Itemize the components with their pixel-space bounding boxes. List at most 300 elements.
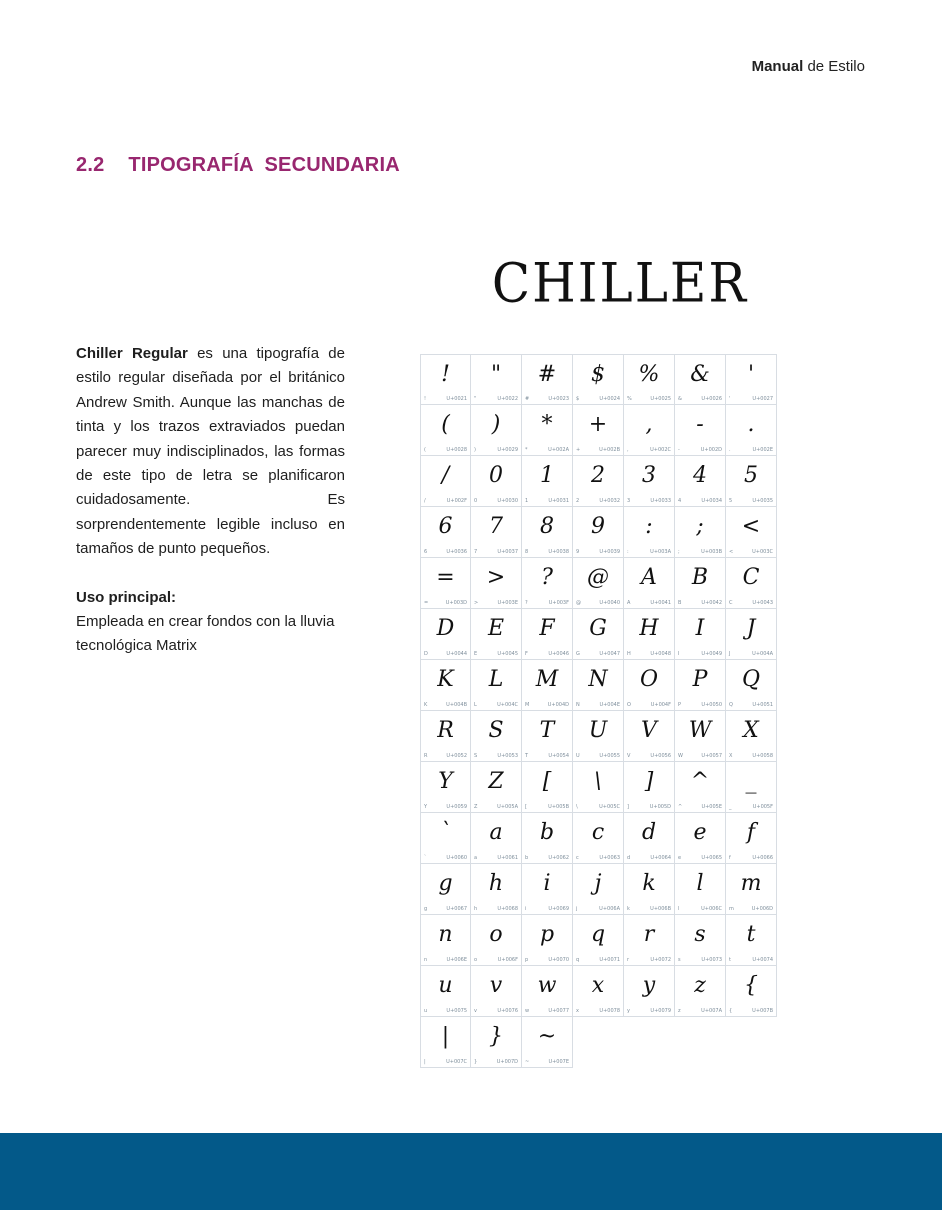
glyph-sample: >: [486, 565, 506, 590]
glyph-cell: [573, 864, 624, 915]
glyph-code-label: U+003B: [701, 549, 722, 555]
glyph-sample: /: [441, 463, 450, 488]
glyph-char-label: ,: [627, 447, 629, 453]
glyph-sample: ;: [696, 514, 704, 539]
glyph-cell: [573, 966, 624, 1017]
glyph-code-label: U+0063: [599, 855, 620, 861]
glyph-code-label: U+0058: [752, 753, 773, 759]
glyph-sample: c: [591, 820, 605, 845]
glyph-sample: *: [541, 412, 553, 437]
glyph-sample: g: [438, 871, 453, 896]
glyph-cell: [624, 762, 675, 813]
glyph-sample: D: [436, 616, 455, 641]
glyph-cell: [522, 456, 573, 507]
section-number: 2.2: [76, 154, 105, 176]
glyph-sample: S: [488, 718, 504, 743]
glyph-cell: [624, 966, 675, 1017]
glyph-char-label: m: [729, 906, 734, 912]
glyph-cell: [726, 660, 777, 711]
glyph-cell: [675, 456, 726, 507]
glyph-code-label: U+007E: [548, 1059, 569, 1065]
glyph-sample: U: [588, 718, 608, 743]
glyph-char-label: v: [474, 1008, 477, 1014]
glyph-code-label: U+002E: [752, 447, 773, 453]
glyph-sample: v: [489, 973, 503, 998]
glyph-sample: l: [696, 871, 704, 896]
glyph-code-label: U+0057: [701, 753, 722, 759]
glyph-code-label: U+0047: [599, 651, 620, 657]
glyph-char-label: z: [678, 1008, 681, 1014]
glyph-char-label: /: [424, 498, 426, 504]
glyph-cell: [573, 456, 624, 507]
glyph-cell: [624, 456, 675, 507]
glyph-char-label: f: [729, 855, 731, 861]
glyph-code-label: U+007C: [446, 1059, 467, 1065]
glyph-code-label: U+0065: [701, 855, 722, 861]
glyph-code-label: U+0039: [599, 549, 620, 555]
glyph-cell: [471, 1017, 522, 1068]
glyph-cell: [573, 558, 624, 609]
glyph-code-label: U+0072: [650, 957, 671, 963]
glyph-char-label: d: [627, 855, 631, 861]
glyph-char-label: @: [576, 600, 581, 606]
glyph-cell: [420, 1017, 471, 1068]
glyph-code-label: U+002A: [548, 447, 569, 453]
glyph-cell: [726, 456, 777, 507]
glyph-char-label: ~: [525, 1059, 530, 1065]
glyph-code-label: U+0062: [548, 855, 569, 861]
glyph-sample: G: [589, 616, 607, 641]
glyph-cell: [675, 609, 726, 660]
glyph-cell: [471, 558, 522, 609]
glyph-sample: y: [642, 973, 656, 998]
glyph-code-label: U+0037: [497, 549, 518, 555]
glyph-code-label: U+003F: [548, 600, 569, 606]
glyph-char-label: ): [474, 447, 476, 453]
glyph-sample: 0: [489, 463, 503, 488]
glyph-sample: A: [641, 565, 657, 590]
glyph-cell: [675, 507, 726, 558]
glyph-cell: [471, 609, 522, 660]
glyph-cell: [573, 762, 624, 813]
glyph-cell: [675, 813, 726, 864]
glyph-code-label: U+0035: [752, 498, 773, 504]
glyph-sample: ": [490, 362, 502, 387]
glyph-code-label: U+0052: [446, 753, 467, 759]
glyph-cell: [471, 456, 522, 507]
footer-band: [0, 1133, 942, 1210]
glyph-char-label: [: [525, 804, 527, 810]
glyph-char-label: 1: [525, 498, 529, 504]
glyph-char-label: M: [525, 702, 530, 708]
glyph-code-label: U+003A: [650, 549, 671, 555]
glyph-code-label: U+0069: [548, 906, 569, 912]
glyph-char-label: ?: [525, 600, 528, 606]
glyph-code-label: U+006C: [701, 906, 722, 912]
glyph-char-label: `: [424, 855, 427, 861]
glyph-code-label: U+007D: [496, 1059, 518, 1065]
glyph-sample: K: [437, 667, 454, 692]
glyph-cell: [420, 966, 471, 1017]
glyph-code-label: U+005C: [599, 804, 620, 810]
glyph-char-label: 0: [474, 498, 478, 504]
glyph-code-label: U+0045: [497, 651, 518, 657]
glyph-char-label: i: [525, 906, 527, 912]
glyph-sample: :: [645, 514, 653, 539]
glyph-char-label: 8: [525, 549, 529, 555]
glyph-cell: [573, 405, 624, 456]
glyph-char-label: s: [678, 957, 681, 963]
glyph-code-label: U+0034: [701, 498, 722, 504]
glyph-sample: =: [436, 565, 455, 590]
glyph-char-label: N: [576, 702, 580, 708]
glyph-char-label: Y: [424, 804, 428, 810]
glyph-sample: 1: [540, 463, 554, 488]
glyph-sample: \: [594, 769, 602, 794]
glyph-cell: [471, 354, 522, 405]
glyph-char-label: }: [474, 1059, 478, 1065]
glyph-char-label: a: [474, 855, 478, 861]
glyph-char-label: l: [678, 906, 680, 912]
glyph-code-label: U+004A: [752, 651, 773, 657]
glyph-sample: !: [441, 362, 450, 387]
glyph-sample: e: [693, 820, 707, 845]
glyph-cell: [471, 864, 522, 915]
glyph-sample: #: [537, 362, 557, 387]
glyph-sample: L: [488, 667, 504, 692]
glyph-code-label: U+004F: [650, 702, 671, 708]
glyph-char-label: $: [576, 396, 580, 402]
glyph-char-label: K: [424, 702, 428, 708]
glyph-sample: r: [643, 922, 655, 947]
glyph-sample: -: [696, 412, 704, 437]
glyph-char-label: H: [627, 651, 631, 657]
glyph-code-label: U+0043: [752, 600, 773, 606]
glyph-char-label: u: [424, 1008, 428, 1014]
glyph-cell: [726, 711, 777, 762]
glyph-sample: (: [441, 412, 450, 437]
glyph-cell: [675, 660, 726, 711]
glyph-cell: [624, 507, 675, 558]
glyph-code-label: U+0064: [650, 855, 671, 861]
glyph-sample: ': [747, 362, 755, 387]
glyph-sample: {: [744, 973, 758, 998]
glyph-sample: C: [742, 565, 760, 590]
glyph-code-label: U+0070: [548, 957, 569, 963]
glyph-char-label: _: [729, 804, 732, 810]
glyph-cell: [726, 966, 777, 1017]
glyph-sample: 8: [540, 514, 554, 539]
glyph-cell: [675, 405, 726, 456]
glyph-cell: [522, 354, 573, 405]
glyph-cell: [726, 558, 777, 609]
glyph-cell: [420, 660, 471, 711]
glyph-sample: j: [594, 871, 602, 896]
glyph-cell: [471, 711, 522, 762]
glyph-sample: F: [539, 616, 555, 641]
glyph-cell: [471, 915, 522, 966]
glyph-sample: ^: [690, 769, 710, 794]
glyph-sample: M: [535, 667, 559, 692]
glyph-char-label: 2: [576, 498, 580, 504]
glyph-sample: 5: [744, 463, 758, 488]
font-name: Chiller Regular: [76, 345, 188, 362]
glyph-char-label: g: [424, 906, 428, 912]
glyph-code-label: U+0059: [446, 804, 467, 810]
glyph-char-label: =: [424, 600, 429, 606]
glyph-code-label: U+0023: [548, 396, 569, 402]
glyph-sample: B: [691, 565, 709, 590]
glyph-sample: z: [694, 973, 706, 998]
glyph-char-label: 3: [627, 498, 631, 504]
glyph-sample: 4: [693, 463, 707, 488]
glyph-sample: Y: [438, 769, 453, 794]
glyph-code-label: U+0038: [548, 549, 569, 555]
glyph-char-label: :: [627, 549, 629, 555]
glyph-sample: 6: [438, 514, 453, 539]
glyph-char-label: L: [474, 702, 477, 708]
glyph-cell: [675, 966, 726, 1017]
glyph-cell: [624, 711, 675, 762]
glyph-code-label: U+007B: [752, 1008, 773, 1014]
glyph-code-label: U+0044: [446, 651, 467, 657]
glyph-char-label: ": [474, 396, 477, 402]
glyph-code-label: U+0051: [752, 702, 773, 708]
glyph-code-label: U+0073: [701, 957, 722, 963]
glyph-cell: [420, 915, 471, 966]
glyph-cell: [675, 711, 726, 762]
glyph-char-label: O: [627, 702, 631, 708]
section-heading: [76, 154, 400, 177]
glyph-cell: [420, 864, 471, 915]
glyph-code-label: U+0048: [650, 651, 671, 657]
glyph-cell: [726, 354, 777, 405]
glyph-sample: ]: [644, 769, 654, 794]
glyph-sample: ~: [537, 1024, 557, 1049]
glyph-char-label: &: [678, 396, 682, 402]
glyph-sample: .: [747, 412, 755, 437]
glyph-sample: t: [746, 922, 756, 947]
glyph-cell: [522, 864, 573, 915]
font-sample-text: CHILLER: [491, 251, 749, 315]
glyph-sample: m: [740, 871, 762, 896]
glyph-code-label: U+002F: [446, 498, 467, 504]
glyph-char-label: j: [576, 906, 578, 912]
glyph-cell: [675, 915, 726, 966]
glyph-sample: W: [688, 718, 712, 743]
header-brand-rest: de Estilo: [807, 58, 865, 75]
glyph-code-label: U+006D: [751, 906, 773, 912]
glyph-code-label: U+0056: [650, 753, 671, 759]
glyph-sample: q: [590, 922, 606, 947]
glyph-cell: [522, 915, 573, 966]
glyph-cell: [522, 507, 573, 558]
glyph-char-label: >: [474, 600, 479, 606]
glyph-char-label: |: [424, 1059, 426, 1065]
glyph-cell: [522, 609, 573, 660]
glyph-char-label: R: [424, 753, 428, 759]
glyph-cell: [573, 711, 624, 762]
glyph-cell: [726, 507, 777, 558]
glyph-cell: [420, 507, 471, 558]
description-body: es una tipografía de estilo regular diseñada por el británico Andrew Smith. Aunque las manchas de tinta y los trazos extraviados puedan parecer muy indisciplinados, las formas de este tipo de letra se planificaron cuidadosamente. Es sorprendentemente legible incluso en tamaños de punto pequeños.: [76, 345, 345, 558]
glyph-cell: [675, 558, 726, 609]
glyph-code-label: U+006A: [599, 906, 620, 912]
glyph-sample: [: [542, 769, 552, 794]
page-header: [752, 58, 865, 75]
glyph-code-label: U+0075: [446, 1008, 467, 1014]
glyph-sample: %: [638, 362, 660, 387]
font-sample-title: [420, 252, 820, 315]
glyph-char-label: B: [678, 600, 682, 606]
glyph-code-label: U+0032: [599, 498, 620, 504]
glyph-cell: [726, 762, 777, 813]
glyph-sample: Z: [488, 769, 504, 794]
glyph-sample: $: [591, 362, 605, 387]
glyph-cell: [420, 609, 471, 660]
glyph-sample: `: [440, 820, 451, 845]
glyph-cell: [573, 354, 624, 405]
glyph-code-label: U+0025: [650, 396, 671, 402]
glyph-cell: [624, 813, 675, 864]
glyph-code-label: U+005A: [497, 804, 518, 810]
glyph-char-label: Q: [729, 702, 733, 708]
glyph-sample: 9: [591, 514, 605, 539]
glyph-sample: X: [743, 718, 759, 743]
glyph-char-label: c: [576, 855, 579, 861]
glyph-sample: 7: [489, 514, 503, 539]
glyph-sample: h: [488, 871, 504, 896]
glyph-code-label: U+0060: [446, 855, 467, 861]
glyph-code-label: U+002B: [599, 447, 620, 453]
glyph-char-label: !: [424, 396, 427, 402]
glyph-code-label: U+0054: [548, 753, 569, 759]
glyph-cell: [420, 456, 471, 507]
glyph-code-label: U+0071: [599, 957, 620, 963]
glyph-sample: O: [639, 667, 659, 692]
glyph-cell: [420, 405, 471, 456]
glyph-cell: [726, 813, 777, 864]
glyph-cell: [420, 813, 471, 864]
glyph-char-label: V: [627, 753, 631, 759]
glyph-code-label: U+004C: [497, 702, 518, 708]
glyph-cell: [471, 762, 522, 813]
glyph-char-label: x: [576, 1008, 579, 1014]
glyph-sample: 3: [642, 463, 656, 488]
glyph-cell: [573, 507, 624, 558]
glyph-char-label: k: [627, 906, 630, 912]
description-paragraph: [76, 342, 345, 562]
glyph-cell: [471, 405, 522, 456]
glyph-code-label: U+0066: [752, 855, 773, 861]
glyph-code-label: U+0053: [497, 753, 518, 759]
glyph-code-label: U+006F: [497, 957, 518, 963]
glyph-cell: [624, 660, 675, 711]
glyph-code-label: U+0061: [497, 855, 518, 861]
glyph-char-label: 5: [729, 498, 733, 504]
glyph-code-label: U+0021: [446, 396, 467, 402]
glyph-char-label: #: [525, 396, 530, 402]
glyph-char-label: {: [729, 1008, 733, 1014]
glyph-code-label: U+0036: [446, 549, 467, 555]
glyph-code-label: U+005B: [548, 804, 569, 810]
glyph-cell: [522, 711, 573, 762]
glyph-code-label: U+0041: [650, 600, 671, 606]
glyph-cell: [624, 354, 675, 405]
glyph-char-label: C: [729, 600, 733, 606]
glyph-code-label: U+006B: [650, 906, 671, 912]
glyph-cell: [624, 609, 675, 660]
glyph-cell: [522, 813, 573, 864]
glyph-char-label: E: [474, 651, 478, 657]
glyph-char-label: T: [525, 753, 529, 759]
glyph-cell: [471, 966, 522, 1017]
glyph-code-label: U+0077: [548, 1008, 569, 1014]
glyph-char-label: q: [576, 957, 580, 963]
glyph-code-label: U+0031: [548, 498, 569, 504]
font-description: [76, 342, 345, 659]
glyph-char-label: r: [627, 957, 630, 963]
glyph-code-label: U+0027: [752, 396, 773, 402]
glyph-code-label: U+004D: [547, 702, 569, 708]
glyph-code-label: U+0068: [497, 906, 518, 912]
glyph-cell: [522, 1017, 573, 1068]
glyph-sample: o: [489, 922, 503, 947]
glyph-cell: [624, 558, 675, 609]
glyph-sample: @: [587, 565, 609, 590]
glyph-cell: [522, 558, 573, 609]
glyph-char-label: S: [474, 753, 478, 759]
glyph-char-label: y: [627, 1008, 630, 1014]
glyph-char-label: ^: [678, 804, 683, 810]
glyph-code-label: U+005D: [649, 804, 671, 810]
glyph-code-label: U+0030: [497, 498, 518, 504]
glyph-char-label: U: [576, 753, 580, 759]
glyph-sample: 2: [591, 463, 605, 488]
glyph-cell: [420, 711, 471, 762]
glyph-code-label: U+007A: [701, 1008, 722, 1014]
glyph-cell: [522, 966, 573, 1017]
glyph-char-label: X: [729, 753, 733, 759]
glyph-char-label: t: [729, 957, 731, 963]
glyph-sample: d: [641, 820, 657, 845]
glyph-char-label: 4: [678, 498, 682, 504]
glyph-sample: &: [690, 362, 710, 387]
glyph-code-label: U+005E: [701, 804, 722, 810]
glyph-char-label: 7: [474, 549, 478, 555]
glyph-cell: [726, 915, 777, 966]
glyph-code-label: U+0050: [701, 702, 722, 708]
glyph-char-label: n: [424, 957, 428, 963]
glyph-cell: [522, 762, 573, 813]
glyph-code-label: U+005F: [752, 804, 773, 810]
glyph-code-label: U+003C: [752, 549, 773, 555]
glyph-cell: [624, 864, 675, 915]
glyph-code-label: U+0046: [548, 651, 569, 657]
glyph-sample: N: [588, 667, 608, 692]
glyph-cell: [471, 813, 522, 864]
glyph-cell: [726, 405, 777, 456]
glyph-sample: a: [489, 820, 503, 845]
glyph-cell: [675, 864, 726, 915]
glyph-char-label: e: [678, 855, 682, 861]
glyph-sample: R: [437, 718, 454, 743]
glyph-sample: I: [695, 616, 705, 641]
glyph-char-label: %: [627, 396, 632, 402]
glyph-code-label: U+002C: [650, 447, 671, 453]
glyph-char-label: 6: [424, 549, 428, 555]
glyph-sample: T: [539, 718, 555, 743]
